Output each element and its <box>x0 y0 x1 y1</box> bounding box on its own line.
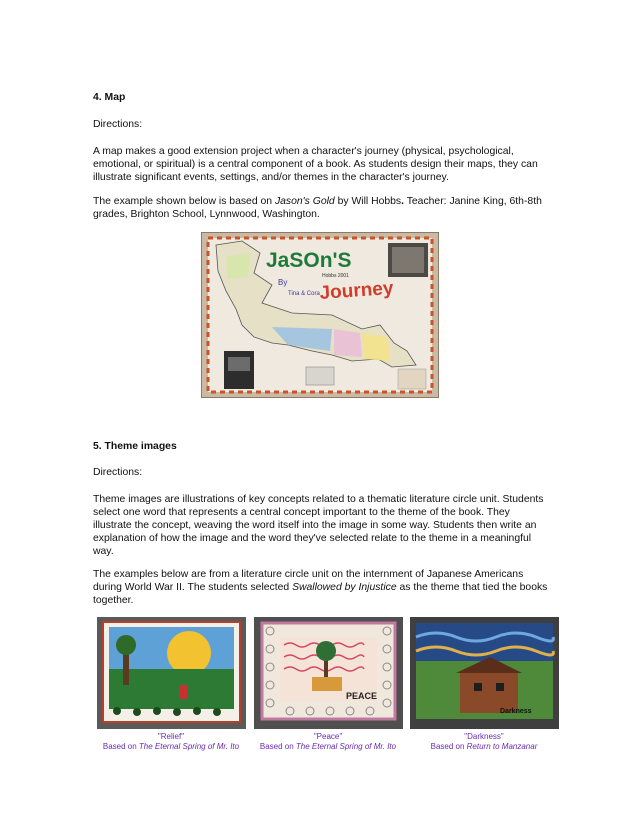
caption-relief-title: "Relief" <box>157 732 185 741</box>
book-title-jasons-gold: Jason's Gold <box>274 196 335 207</box>
theme-image-peace <box>254 617 403 729</box>
theme-title: Swallowed by Injustice <box>292 582 397 593</box>
darkness-illustration <box>410 617 559 729</box>
map-poster-photo <box>201 232 439 398</box>
relief-illustration <box>97 617 246 729</box>
section-theme-paragraph-1: Theme images are illustrations of key concepts related to a thematic literature circle unit. Students select one word that represents a central concept important to the theme of the book. They illustrate the concept, weaving the word itself into the image in some way. Students then write an explanation of how the image and the word they've selected relate to the theme in a meaningful way. <box>93 494 544 557</box>
theme-image-relief <box>97 617 246 729</box>
section-map-directions-label: Directions: <box>93 119 143 130</box>
peace-illustration <box>254 617 403 729</box>
map-poster-illustration <box>202 233 438 397</box>
poster-title-journey: Journey <box>318 277 395 304</box>
section-theme-heading: 5. Theme images <box>93 441 177 452</box>
caption-relief: "Relief" Based on The Eternal Spring of Mr. Ito <box>91 732 251 752</box>
caption-relief-book: The Eternal Spring of Mr. Ito <box>138 742 240 751</box>
section-theme-directions-label: Directions: <box>93 467 143 478</box>
poster-title-jasons: JaSOn'S <box>266 249 352 272</box>
poster-by: By <box>278 278 288 287</box>
section-map-heading: 4. Map <box>93 92 126 103</box>
theme-image-darkness <box>410 617 559 729</box>
section-map-paragraph-2: The example shown below is based on Jason's Gold by Will Hobbs. Teacher: Janine King, 6th-8th grades, Brighton School, Lynnwood, Washington. <box>93 196 542 220</box>
poster-names: Tina & Cora <box>288 291 320 297</box>
caption-darkness: "Darkness" Based on Return to Manzanar <box>404 732 564 752</box>
caption-darkness-title: "Darkness" <box>464 732 504 741</box>
caption-darkness-book: Return to Manzanar <box>466 742 538 751</box>
peace-word: PEACE <box>346 691 378 701</box>
caption-peace-book: The Eternal Spring of Mr. Ito <box>295 742 397 751</box>
poster-date: Hobbs 2001 <box>322 273 349 279</box>
caption-peace-title: "Peace" <box>313 732 343 741</box>
section-theme-paragraph-2: The examples below are from a literature circle unit on the internment of Japanese Americans during World War II. The students selected Swallowed by Injustice as the theme that tied the books together. <box>93 569 548 606</box>
caption-peace: "Peace" Based on The Eternal Spring of Mr. Ito <box>248 732 408 752</box>
darkness-word: Darkness <box>500 708 532 715</box>
section-map-paragraph-1: A map makes a good extension project when a character's journey (physical, psychological, emotional, or spiritual) is a central component of a book. As students design their maps, they can illustrate significant events, settings, and/or themes in the character's journey. <box>93 146 538 183</box>
